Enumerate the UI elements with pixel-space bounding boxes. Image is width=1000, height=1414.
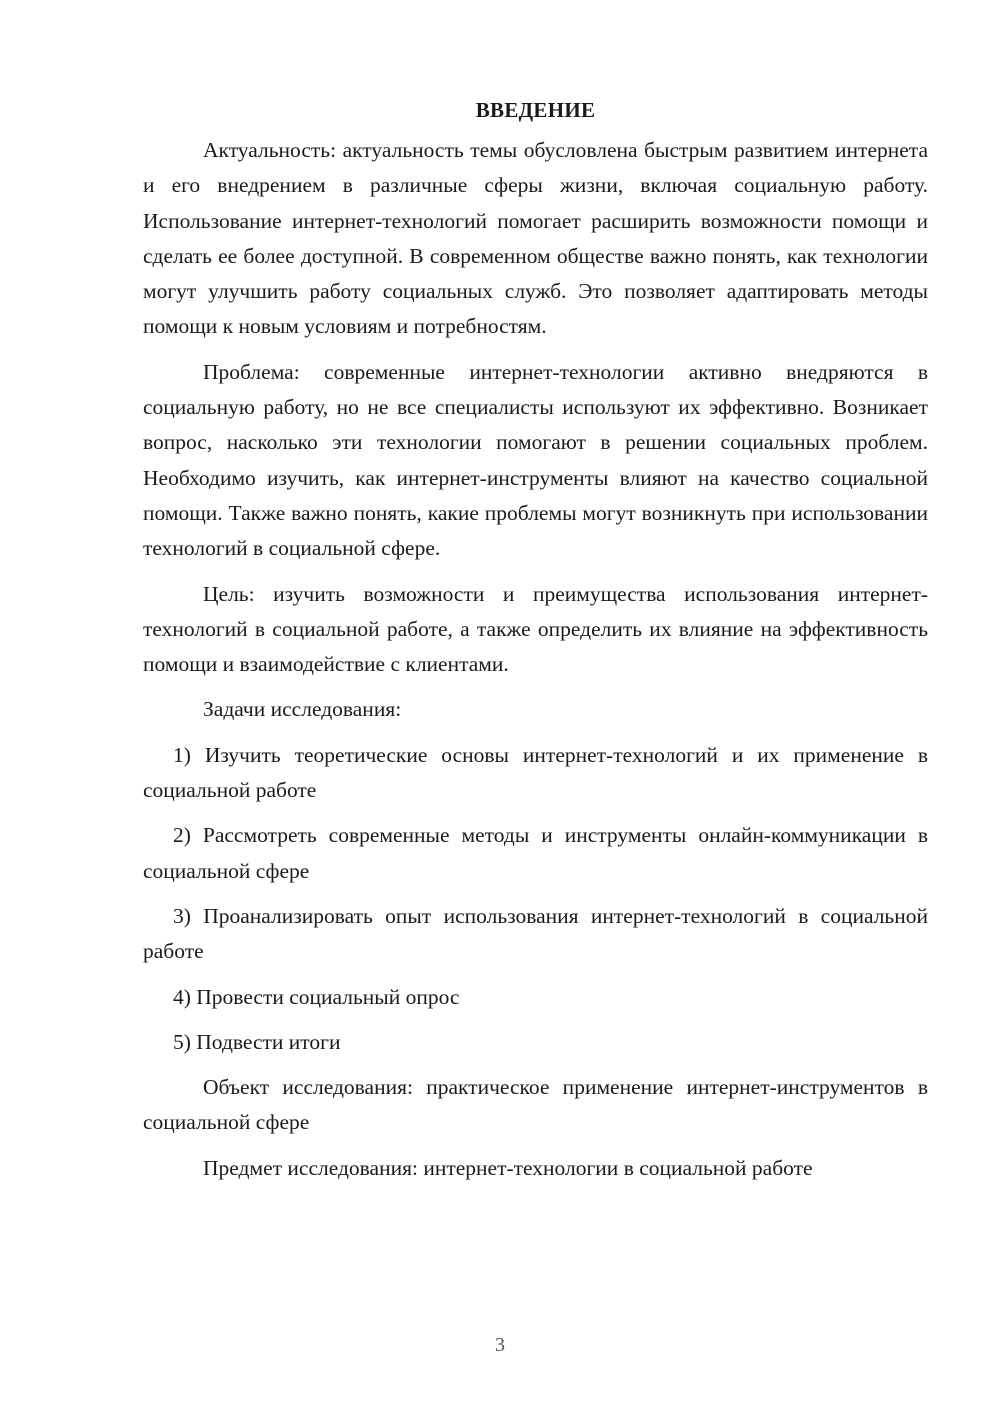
subject-paragraph: Предмет исследования: интернет-технологии в социальной работе	[203, 1155, 813, 1180]
task-item-3: 3) Проанализировать опыт использования интернет-технологий в социальной работе	[143, 903, 928, 964]
relevance-paragraph: Актуальность: актуальность темы обусловлена быстрым развитием интернета и его внедрением в различные сферы жизни, включая социальную работу. Использование интернет-технологий помогает расширить возможности помощи и сделать ее более доступной. В современном обществе важно понять, как технологии могут улучшить работу социальных служб. Это позволяет адаптировать методы помощи к новым условиям и потребностям.	[143, 138, 928, 339]
section-heading: ВВЕДЕНИЕ	[475, 98, 596, 122]
task-item-2: 2) Рассмотреть современные методы и инструменты онлайн-коммуникации в социальной сфере	[143, 823, 928, 883]
document-page	[143, 96, 928, 1196]
tasks-title: Задачи исследования:	[203, 697, 402, 722]
page-number: 3	[495, 1334, 505, 1356]
task-item-1: 1) Изучить теоретические основы интернет-технологий и их применение в социальной работе	[143, 742, 928, 803]
problem-paragraph: Проблема: современные интернет-технологии активно внедряются в социальную работу, но не все специалисты используют их эффективно. Возникает вопрос, насколько эти технологии помогают в решении социальных проблем. Необходимо изучить, как интернет-инструменты влияют на качество социальной помощи. Также важно понять, какие проблемы могут возникнуть при использовании технологий в социальной сфере.	[143, 359, 928, 561]
object-paragraph: Объект исследования: практическое применение интернет-инструментов в социальной сфере	[143, 1075, 928, 1135]
goal-paragraph: Цель: изучить возможности и преимущества использования интернет-технологий в социальной работе, а также определить их влияние на эффективность помощи и взаимодействие с клиентами.	[143, 581, 928, 677]
task-item-5: 5) Подвести итоги	[173, 1029, 341, 1054]
task-item-4: 4) Провести социальный опрос	[173, 984, 460, 1009]
